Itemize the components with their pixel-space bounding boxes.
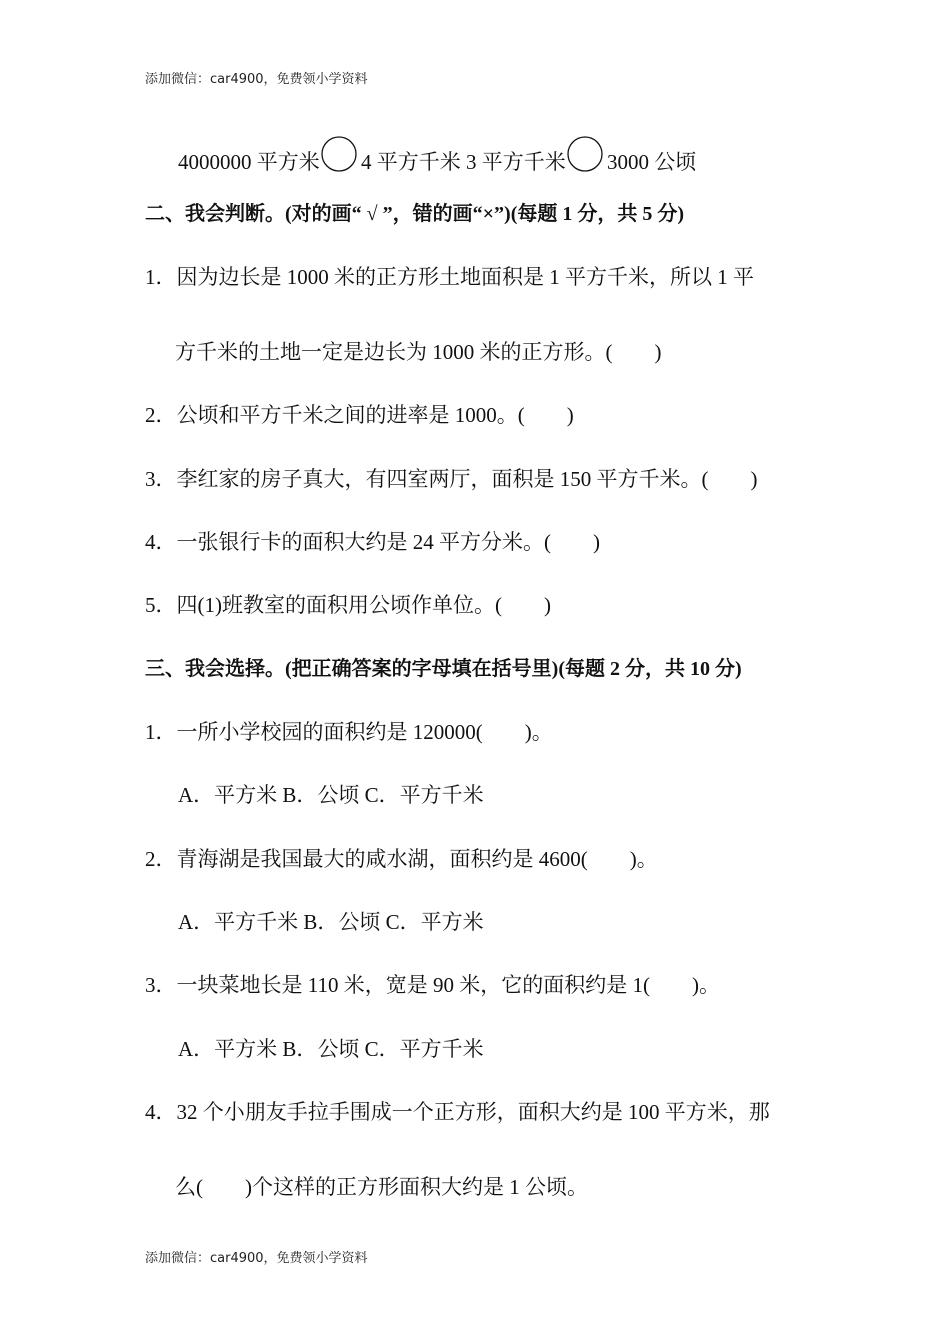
- compare-circle-1[interactable]: [320, 141, 356, 177]
- section3-q3-options: A．平方米 B．公顷 C．平方千米: [178, 1037, 484, 1061]
- compare-right-b: 3000 公顷: [607, 150, 697, 174]
- section2-q1-line2: 方千米的土地一定是边长为 1000 米的正方形。( ): [175, 340, 662, 364]
- section2-q2: 2．公顷和平方千米之间的进率是 1000。( ): [145, 403, 574, 427]
- section3-heading: 三、我会选择。(把正确答案的字母填在括号里)(每题 2 分，共 10 分): [145, 658, 742, 680]
- compare-left-b: 3 平方千米: [466, 150, 566, 174]
- section2-q4: 4．一张银行卡的面积大约是 24 平方分米。( ): [145, 530, 600, 554]
- compare-left-a: 4000000 平方米: [178, 150, 320, 174]
- compare-right-a: 4 平方千米: [361, 150, 461, 174]
- section2-heading: 二、我会判断。(对的画“ √ ”，错的画“×”)(每题 1 分，共 5 分): [145, 203, 685, 225]
- section2-q5: 5．四(1)班教室的面积用公顷作单位。( ): [145, 593, 551, 617]
- section2-q3: 3．李红家的房子真大，有四室两厅，面积是 150 平方千米。( ): [145, 467, 758, 491]
- watermark-top: 添加微信：car4900，免费领小学资料: [145, 72, 368, 87]
- section3-q1: 1．一所小学校园的面积约是 120000( )。: [145, 720, 553, 744]
- section3-q4-line2: 么( )个这样的正方形面积大约是 1 公顷。: [175, 1175, 588, 1199]
- compare-circle-2[interactable]: [566, 141, 602, 177]
- section2-q1-line1: 1．因为边长是 1000 米的正方形土地面积是 1 平方千米，所以 1 平: [145, 265, 754, 289]
- compare-row: [178, 141, 696, 177]
- watermark-bottom: 添加微信：car4900，免费领小学资料: [145, 1251, 368, 1266]
- section3-q2-options: A．平方千米 B．公顷 C．平方米: [178, 910, 484, 934]
- section3-q4-line1: 4．32 个小朋友手拉手围成一个正方形，面积大约是 100 平方米，那: [145, 1100, 770, 1124]
- section3-q2: 2．青海湖是我国最大的咸水湖，面积约是 4600( )。: [145, 847, 658, 871]
- section3-q3: 3．一块菜地长是 110 米，宽是 90 米，它的面积约是 1( )。: [145, 973, 720, 997]
- section3-q1-options: A．平方米 B．公顷 C．平方千米: [178, 783, 484, 807]
